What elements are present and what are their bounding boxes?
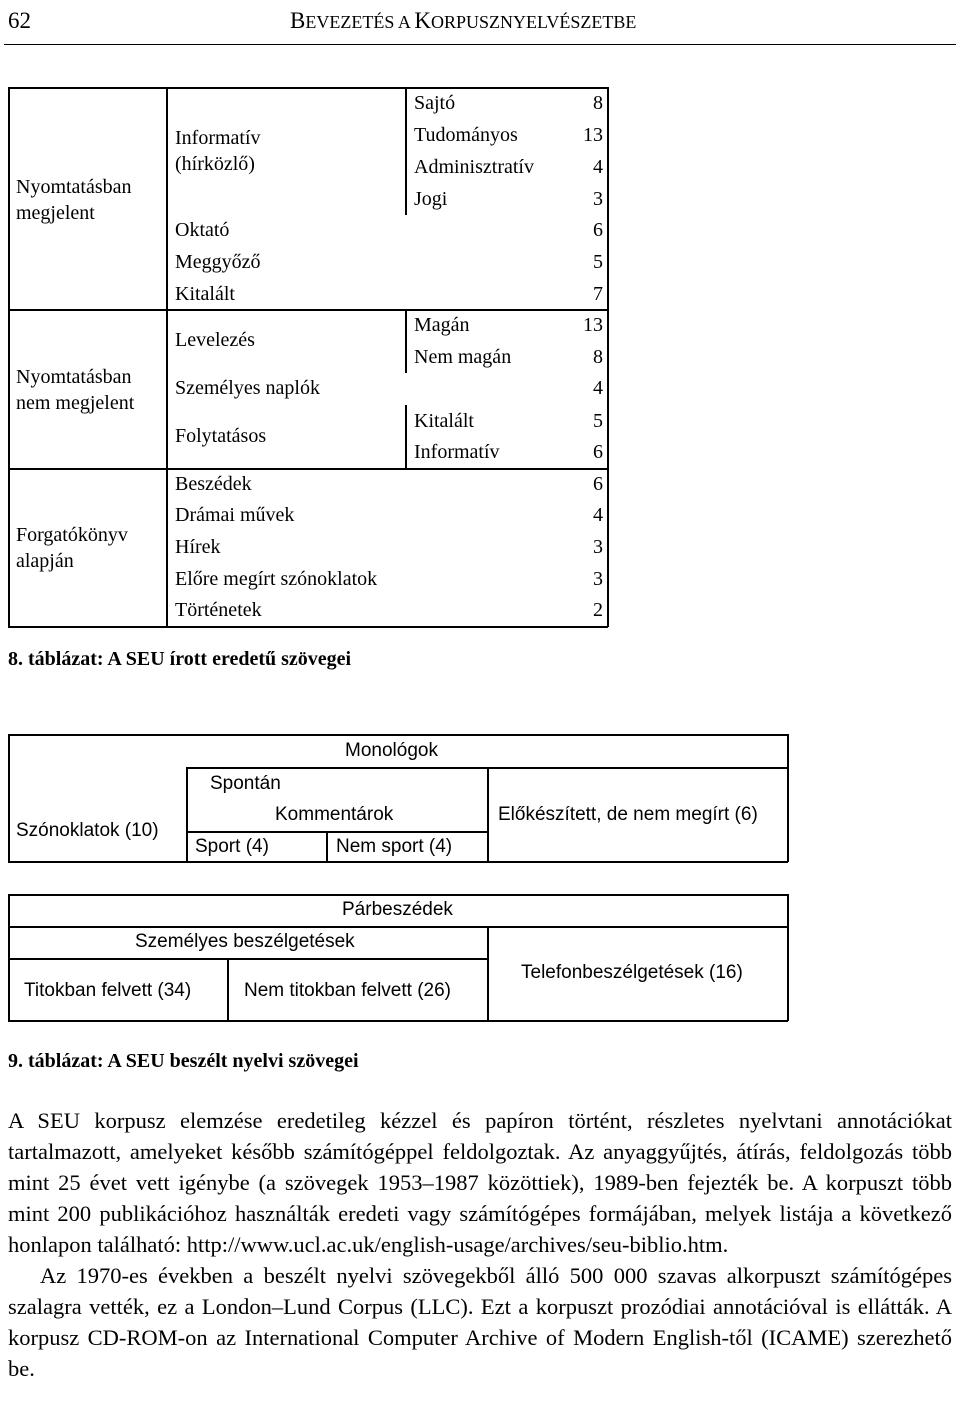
header-rule bbox=[4, 44, 956, 45]
table-row-label: Tudományos bbox=[414, 124, 518, 146]
spontan-label: Spontán bbox=[210, 773, 281, 794]
body-text bbox=[8, 1105, 952, 1384]
table-row-label: Személyes naplók bbox=[175, 377, 320, 399]
table-8-caption: 8. táblázat: A SEU írott eredetű szövegei bbox=[8, 648, 352, 670]
page-header bbox=[0, 0, 960, 50]
table-row-count: 5 bbox=[593, 410, 603, 432]
szemelyes-label: Személyes beszélgetések bbox=[135, 931, 355, 952]
table-row-label: Magán bbox=[414, 314, 470, 336]
nem-sport-label: Nem sport (4) bbox=[336, 836, 453, 857]
table-row-count: 4 bbox=[593, 156, 603, 178]
page-number: 62 bbox=[8, 8, 31, 33]
category-informativ: Informatív (hírközlő) bbox=[175, 127, 261, 175]
table-row-count: 3 bbox=[593, 568, 603, 590]
table-row-count: 3 bbox=[593, 536, 603, 558]
table-row-label: Adminisztratív bbox=[414, 156, 534, 178]
szonoklatok-label: Szónoklatok (10) bbox=[16, 820, 159, 841]
table-row-count: 13 bbox=[583, 314, 603, 336]
table-row-label: Jogi bbox=[414, 188, 448, 210]
table-row-label: Beszédek bbox=[175, 473, 252, 495]
monologok-label: Monológok bbox=[345, 740, 438, 761]
table-row-label: Oktató bbox=[175, 219, 230, 241]
table-row-count: 5 bbox=[593, 251, 603, 273]
table-row-label: Nem magán bbox=[414, 346, 512, 368]
table-row-label: Kitalált bbox=[414, 410, 474, 432]
table-row-label: Sajtó bbox=[414, 92, 456, 114]
table-row-count: 6 bbox=[593, 473, 603, 495]
table-row-count: 2 bbox=[593, 599, 603, 621]
group-script-based: Forgatókönyv alapján bbox=[16, 524, 128, 572]
table-row-count: 7 bbox=[593, 283, 603, 305]
table-row-count: 8 bbox=[593, 346, 603, 368]
kommentarok-label: Kommentárok bbox=[275, 804, 394, 825]
table-row-label: Hírek bbox=[175, 536, 221, 558]
table-row-label: Történetek bbox=[175, 599, 262, 621]
parbeszedek-label: Párbeszédek bbox=[342, 899, 453, 920]
group-not-printed: Nyomtatásban nem megjelent bbox=[16, 366, 135, 414]
running-title: BEVEZETÉS A KORPUSZNYELVÉSZETBE bbox=[290, 8, 637, 33]
elokeszitett-label: Előkészített, de nem megírt (6) bbox=[498, 804, 758, 825]
table-row-label: Előre megírt szónoklatok bbox=[175, 568, 378, 590]
category-folytatasos: Folytatásos bbox=[175, 425, 267, 447]
table-row-count: 6 bbox=[593, 441, 603, 463]
table-row-label: Kitalált bbox=[175, 283, 235, 305]
table-row-count: 8 bbox=[593, 92, 603, 114]
table-row-count: 4 bbox=[593, 377, 603, 399]
table-row-count: 6 bbox=[593, 219, 603, 241]
table-row-label: Drámai művek bbox=[175, 504, 295, 526]
table-row-label: Meggyőző bbox=[175, 251, 261, 273]
paragraph-2: Az 1970-es években a beszélt nyelvi szövegekből álló 500 000 szavas alkorpuszt számítógépes szalagra vették, ez a London–Lund Corpus (LLC). Ezt a korpuszt prozódiai annotációval is ellátták. A korpusz CD-ROM-on az International Computer Archive of Modern English-től (ICAME) szerezhető be. bbox=[8, 1263, 952, 1381]
table-row-count: 13 bbox=[583, 124, 603, 146]
paragraph-1: A SEU korpusz elemzése eredetileg kézzel és papíron történt, részletes nyelvtani annotációkat tartalmazott, amelyeket később számítógéppel feldolgoztak. Az anyaggyűjtés, átírás, feldolgozás több mint 25 évet vett igénybe (a szövegek 1953–1987 közöttiek), 1989-ben fejezték be. A korpuszt több mint 200 publikációhoz használták eredeti vagy számítógépes formájában, melyek listája a következő honlapon található: http://www.ucl.ac.uk/english-usage/archives/seu-biblio.htm. bbox=[8, 1108, 952, 1257]
table-row-count: 3 bbox=[593, 188, 603, 210]
table-row-count: 4 bbox=[593, 504, 603, 526]
table-9-caption: 9. táblázat: A SEU beszélt nyelvi szövegei bbox=[8, 1050, 359, 1072]
sport-label: Sport (4) bbox=[195, 836, 269, 857]
telefon-label: Telefonbeszélgetések (16) bbox=[521, 962, 743, 983]
nem-titokban-label: Nem titokban felvett (26) bbox=[244, 980, 451, 1001]
titokban-label: Titokban felvett (34) bbox=[24, 980, 192, 1001]
group-printed: Nyomtatásban megjelent bbox=[16, 176, 132, 224]
table-row-label: Informatív bbox=[414, 441, 500, 463]
category-levelezes: Levelezés bbox=[175, 329, 255, 351]
